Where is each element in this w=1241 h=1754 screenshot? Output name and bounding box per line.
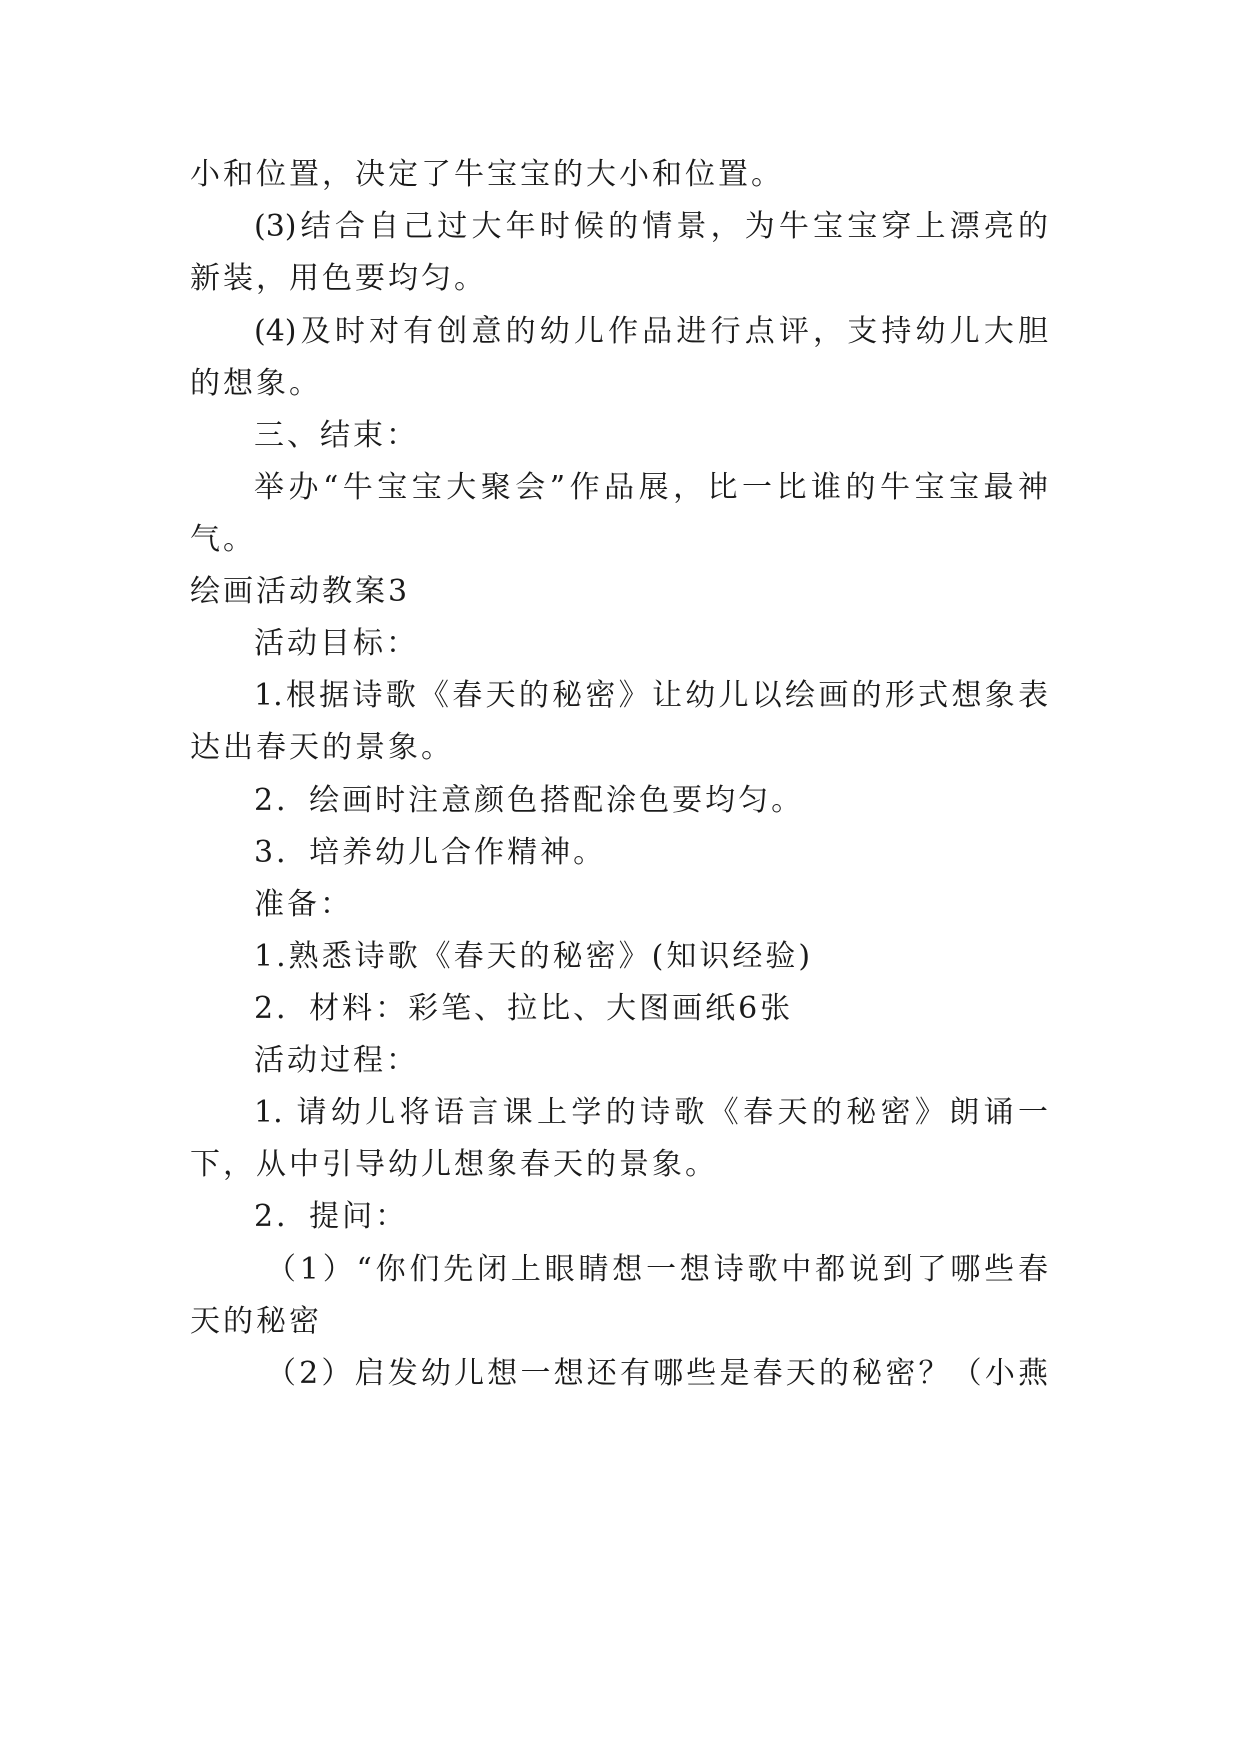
text-line: 的想象。 bbox=[190, 366, 322, 401]
text-line: 小和位置，决定了牛宝宝的大小和位置。 bbox=[190, 157, 784, 192]
text-line: 2．材料：彩笔、拉比、大图画纸6张 bbox=[254, 991, 794, 1026]
text-line: 1.熟悉诗歌《春天的秘密》(知识经验) bbox=[254, 939, 814, 974]
text-line: 3．培养幼儿合作精神。 bbox=[254, 835, 607, 870]
text-line: 1. 请幼儿将语言课上学的诗歌《春天的秘密》朗诵一 bbox=[254, 1095, 1048, 1130]
section-title: 绘画活动教案3 bbox=[190, 574, 411, 609]
section-heading: 活动目标： bbox=[254, 626, 419, 661]
section-heading: 准备： bbox=[254, 887, 353, 922]
text-line: 气。 bbox=[190, 522, 256, 557]
text-line: 举办“牛宝宝大聚会”作品展，比一比谁的牛宝宝最神 bbox=[254, 470, 1048, 505]
text-line: （1）“你们先闭上眼睛想一想诗歌中都说到了哪些春 bbox=[266, 1252, 1048, 1287]
text-line: （2）启发幼儿想一想还有哪些是春天的秘密？（小燕 bbox=[266, 1356, 1048, 1391]
section-heading: 三、结束： bbox=[254, 418, 419, 453]
text-line: 天的秘密 bbox=[190, 1304, 322, 1339]
text-line: (4)及时对有创意的幼儿作品进行点评，支持幼儿大胆 bbox=[254, 314, 1048, 349]
text-line: 1.根据诗歌《春天的秘密》让幼儿以绘画的形式想象表 bbox=[254, 678, 1048, 713]
text-line: 下，从中引导幼儿想象春天的景象。 bbox=[190, 1147, 718, 1182]
text-line: (3)结合自己过大年时候的情景，为牛宝宝穿上漂亮的 bbox=[254, 209, 1048, 244]
text-line: 2．绘画时注意颜色搭配涂色要均匀。 bbox=[254, 783, 805, 818]
text-line: 达出春天的景象。 bbox=[190, 730, 454, 765]
text-line: 新装，用色要均匀。 bbox=[190, 261, 487, 296]
section-heading: 活动过程： bbox=[254, 1043, 419, 1078]
text-line: 2．提问： bbox=[254, 1199, 409, 1234]
